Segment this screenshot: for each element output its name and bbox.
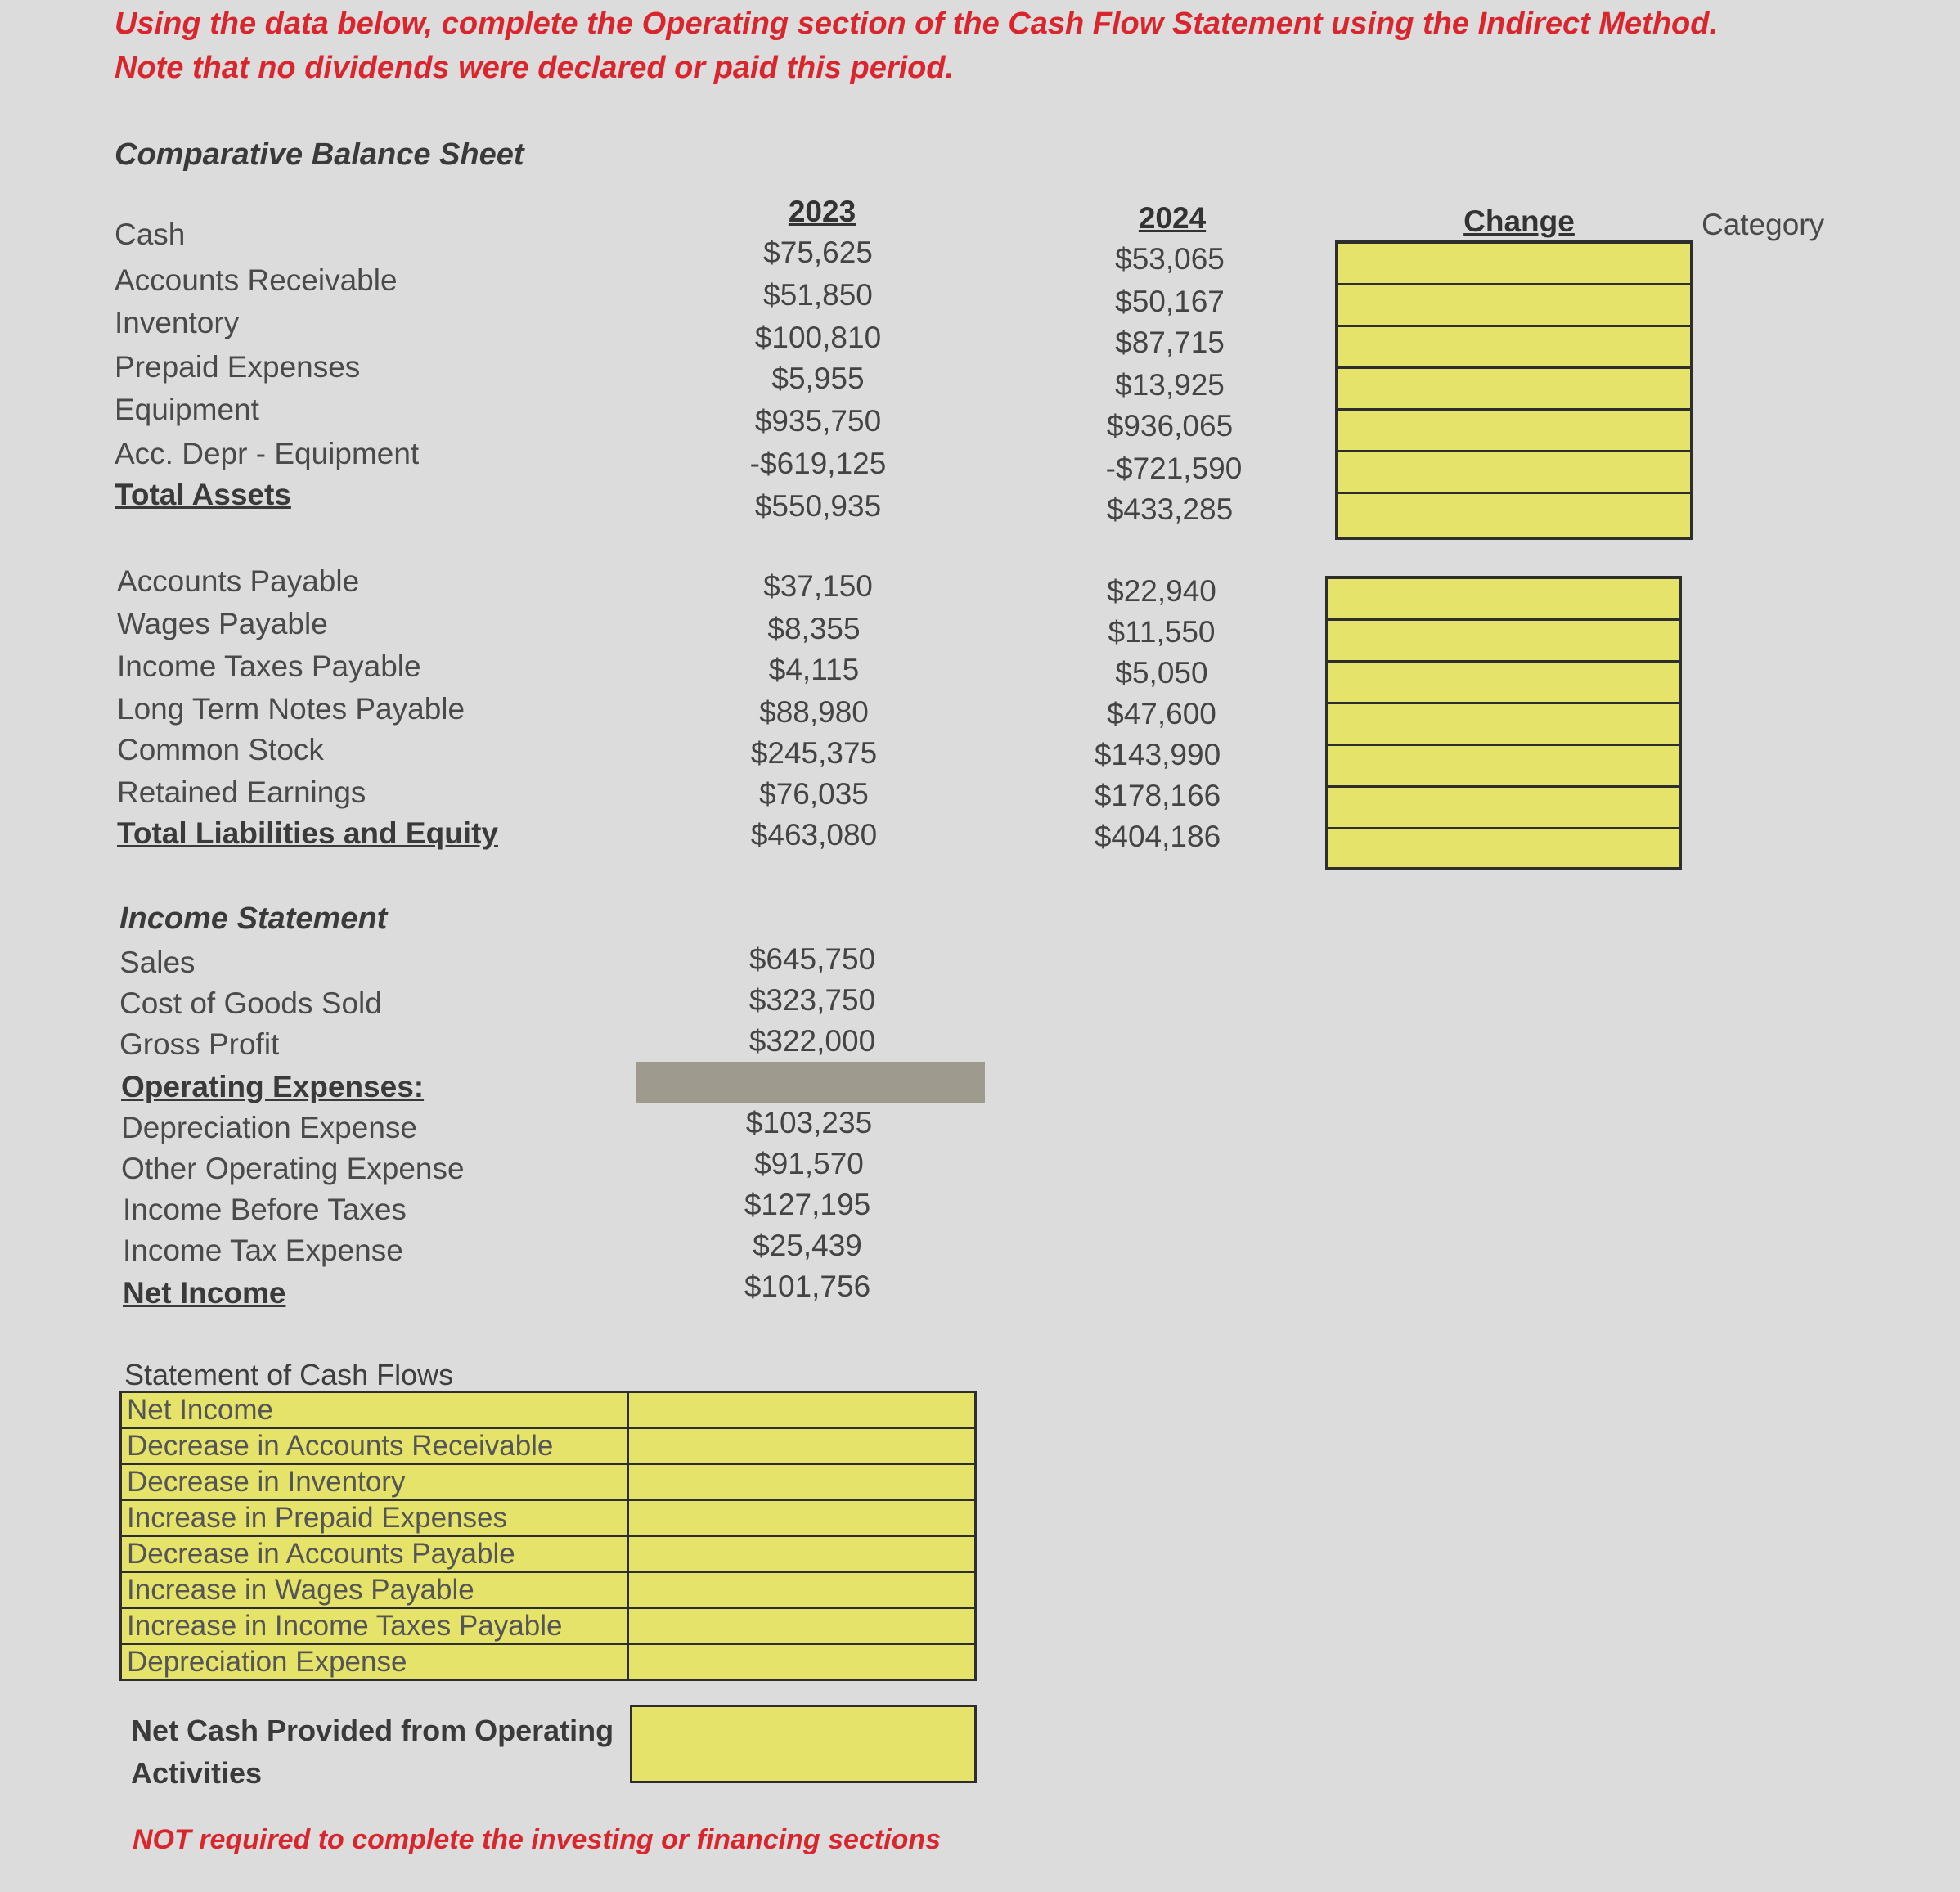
total-assets-label: Total Assets: [115, 478, 291, 511]
cash-flow-label: Net Income: [121, 1392, 628, 1428]
income-label: Sales: [119, 946, 196, 979]
table-row: [121, 1644, 976, 1680]
instruction-line-1: Using the data below, complete the Operating section of the Cash Flow Statement using the Indirect Method.: [115, 7, 1719, 41]
income-label: Income Tax Expense: [123, 1234, 403, 1267]
cash-flow-label: Depreciation Expense: [121, 1644, 628, 1680]
change-input[interactable]: [1328, 579, 1679, 621]
income-label: Cost of Goods Sold: [119, 986, 382, 1020]
asset-label: Acc. Depr - Equipment: [115, 437, 420, 470]
liability-label: Common Stock: [117, 733, 324, 766]
asset-2024-value: $936,065: [1106, 409, 1234, 443]
asset-2023-value: $75,625: [763, 236, 873, 269]
change-input[interactable]: [1328, 829, 1679, 867]
liability-2023-value: $88,980: [759, 695, 869, 729]
change-input[interactable]: [1338, 244, 1690, 285]
balance-sheet-title: Comparative Balance Sheet: [115, 137, 524, 172]
liability-2023-value: $245,375: [750, 736, 878, 770]
cash-flow-input[interactable]: [628, 1536, 976, 1572]
income-value: $103,235: [745, 1106, 873, 1139]
income-value: $645,750: [748, 942, 876, 976]
total-liabilities-equity-label: Total Liabilities and Equity: [117, 816, 498, 850]
asset-label: Equipment: [115, 393, 259, 426]
operating-expenses-label: Operating Expenses:: [121, 1070, 425, 1103]
cash-flow-label: Decrease in Accounts Payable: [121, 1536, 628, 1572]
liability-2023-value: $463,080: [750, 818, 878, 852]
change-input[interactable]: [1328, 704, 1679, 746]
table-row: [121, 1428, 976, 1464]
change-input[interactable]: [1328, 663, 1679, 704]
change-input[interactable]: [1338, 285, 1690, 327]
income-value: $322,000: [748, 1024, 876, 1058]
change-input[interactable]: [1338, 452, 1690, 494]
change-input[interactable]: [1338, 327, 1690, 369]
income-label: Other Operating Expense: [121, 1152, 465, 1185]
asset-2023-value: $550,935: [754, 489, 882, 523]
cash-flow-label: Increase in Income Taxes Payable: [121, 1608, 628, 1644]
cash-flow-input[interactable]: [628, 1464, 976, 1500]
income-statement-title: Income Statement: [119, 901, 388, 936]
cash-flow-input[interactable]: [628, 1608, 976, 1644]
liability-change-input-group: [1325, 576, 1682, 870]
asset-2024-value: $433,285: [1106, 492, 1234, 526]
cash-flow-label: Increase in Wages Payable: [121, 1572, 628, 1608]
change-input[interactable]: [1338, 411, 1690, 452]
net-income-label: Net Income: [123, 1276, 286, 1310]
asset-2024-value: $87,715: [1115, 326, 1225, 359]
income-label: Gross Profit: [119, 1027, 280, 1061]
income-value: $25,439: [753, 1229, 862, 1262]
liability-2024-value: $5,050: [1115, 656, 1208, 690]
liability-2023-value: $37,150: [763, 569, 873, 603]
asset-2024-value: $13,925: [1115, 368, 1225, 402]
asset-2024-value: -$721,590: [1105, 452, 1243, 485]
liability-2024-value: $178,166: [1094, 779, 1221, 812]
column-header-change: Change: [1463, 204, 1575, 238]
net-cash-operating-label: Net Cash Provided from Operating Activities: [131, 1714, 614, 1790]
liability-2023-value: $76,035: [759, 777, 869, 811]
asset-2023-value: $100,810: [754, 321, 882, 354]
liability-2023-value: $4,115: [768, 653, 860, 686]
operating-expenses-gray-bar: [636, 1062, 985, 1103]
asset-2023-value: $5,955: [771, 362, 865, 395]
change-input[interactable]: [1328, 788, 1679, 829]
liability-2024-value: $143,990: [1094, 738, 1221, 771]
table-row: [121, 1536, 976, 1572]
cash-flows-table: [119, 1391, 977, 1681]
asset-2024-value: $53,065: [1115, 242, 1225, 276]
liability-2024-value: $47,600: [1107, 697, 1216, 730]
change-input[interactable]: [1338, 369, 1690, 411]
cash-flow-input[interactable]: [628, 1392, 976, 1428]
table-row: [121, 1500, 976, 1536]
cash-flow-label: Decrease in Inventory: [121, 1464, 628, 1500]
cash-flow-input[interactable]: [628, 1428, 976, 1464]
asset-2023-value: $51,850: [763, 278, 873, 312]
cash-flows-title: Statement of Cash Flows: [124, 1358, 454, 1391]
asset-change-input-group: [1335, 240, 1693, 540]
asset-2023-value: $935,750: [754, 404, 882, 438]
change-input[interactable]: [1328, 621, 1679, 663]
asset-label: Prepaid Expenses: [115, 350, 361, 384]
change-input[interactable]: [1338, 494, 1690, 537]
cash-flow-label: Decrease in Accounts Receivable: [121, 1428, 628, 1464]
table-row: [121, 1392, 976, 1428]
liability-2024-value: $22,940: [1107, 574, 1216, 608]
liability-2024-value: $404,186: [1094, 820, 1221, 853]
cash-flow-input[interactable]: [628, 1500, 976, 1536]
table-row: [121, 1464, 976, 1500]
net-cash-operating-input[interactable]: [630, 1705, 977, 1783]
liability-label: Accounts Payable: [117, 564, 360, 598]
cash-flow-input[interactable]: [628, 1644, 976, 1680]
liability-2023-value: $8,355: [767, 612, 861, 645]
income-value: $323,750: [748, 983, 876, 1017]
cash-flow-input[interactable]: [628, 1572, 976, 1608]
income-label: Depreciation Expense: [121, 1111, 417, 1144]
table-row: [121, 1608, 976, 1644]
net-income-value: $101,756: [744, 1270, 871, 1303]
income-label: Income Before Taxes: [123, 1193, 407, 1226]
table-row: [121, 1572, 976, 1608]
liability-label: Retained Earnings: [117, 775, 366, 809]
liability-2024-value: $11,550: [1108, 615, 1216, 649]
column-header-2023: 2023: [788, 195, 856, 228]
asset-label: Accounts Receivable: [115, 263, 398, 297]
footer-note: NOT required to complete the investing or financing sections: [133, 1824, 942, 1855]
liability-label: Long Term Notes Payable: [117, 692, 465, 726]
cash-flow-label: Increase in Prepaid Expenses: [121, 1500, 628, 1536]
asset-label: Cash: [115, 218, 186, 251]
column-header-2024: 2024: [1138, 201, 1207, 235]
column-header-category: Category: [1702, 208, 1825, 241]
income-value: $127,195: [744, 1188, 871, 1221]
liability-label: Income Taxes Payable: [117, 649, 421, 683]
change-input[interactable]: [1328, 746, 1679, 788]
asset-label: Inventory: [115, 306, 240, 339]
asset-2023-value: -$619,125: [749, 447, 887, 480]
instruction-line-2: Note that no dividends were declared or paid this period.: [115, 51, 955, 85]
liability-label: Wages Payable: [117, 607, 328, 640]
asset-2024-value: $50,167: [1115, 285, 1225, 318]
income-value: $91,570: [754, 1147, 864, 1180]
